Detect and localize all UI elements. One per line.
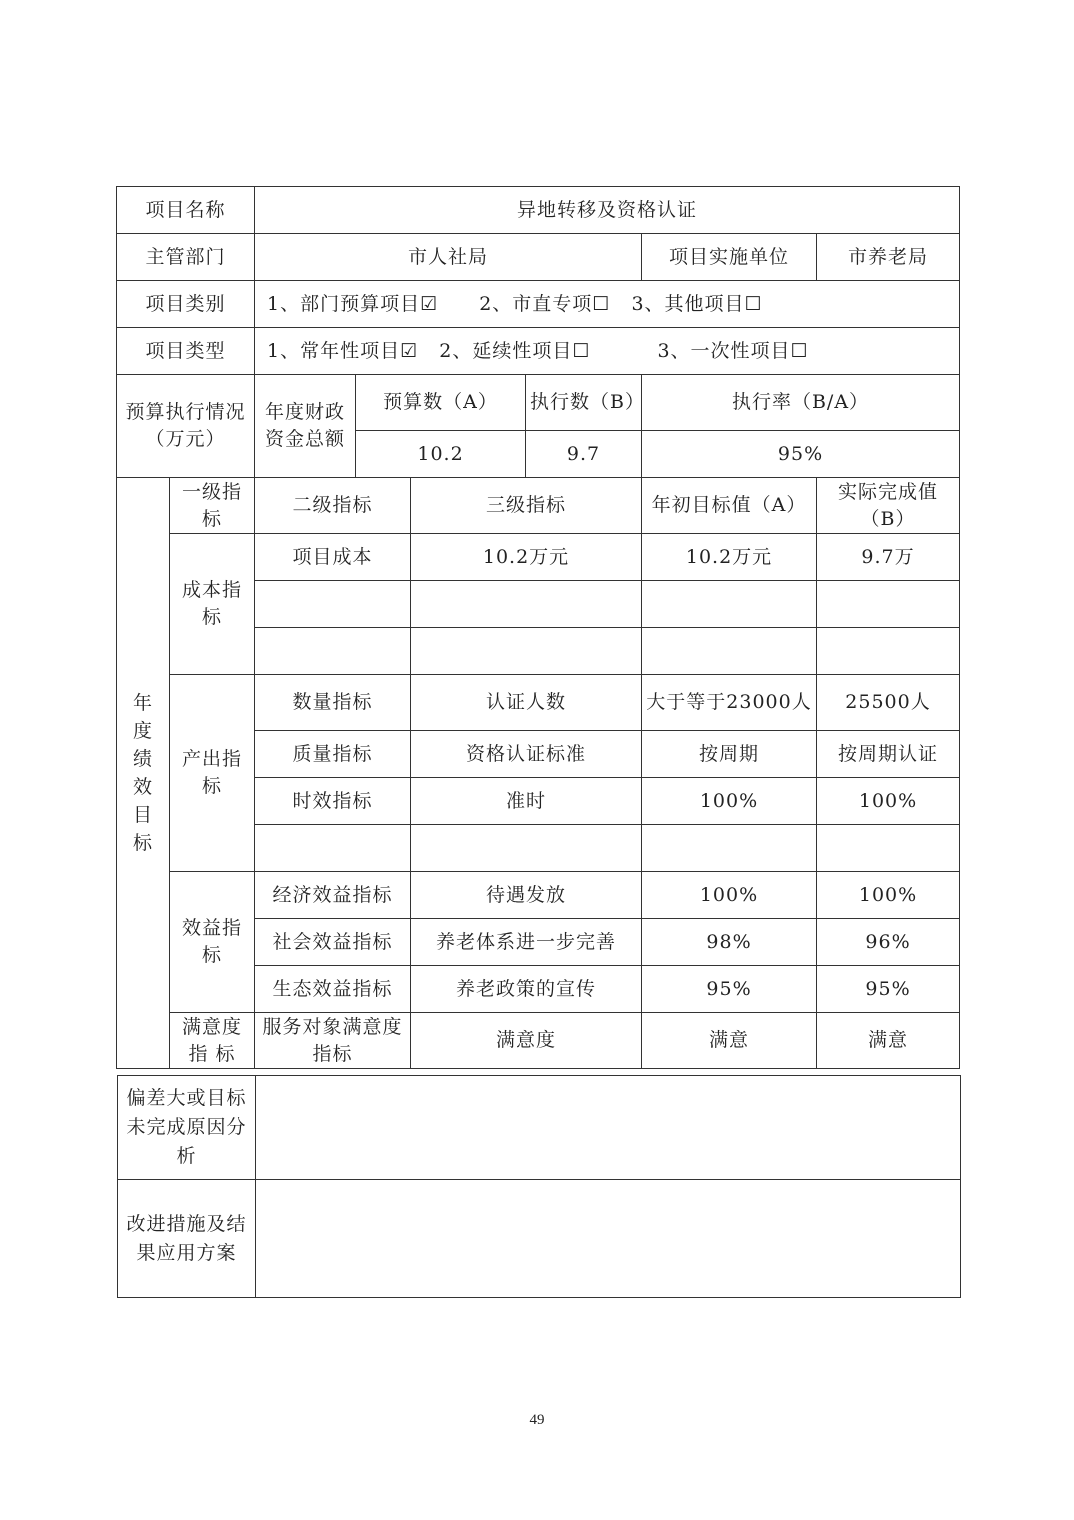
deviation-label: 偏差大或目标未完成原因分析 — [118, 1076, 256, 1180]
benefit-actual: 96% — [817, 919, 960, 966]
row-project-name — [117, 187, 960, 234]
improvement-label: 改进措施及结果应用方案 — [118, 1180, 256, 1298]
output-actual: 25500人 — [817, 675, 960, 731]
benefit-indicator-label: 效益指标 — [170, 872, 255, 1013]
row-category — [117, 281, 960, 328]
output-l2: 数量指标 — [255, 675, 411, 731]
row-type — [117, 328, 960, 375]
cost-l3: 10.2万元 — [411, 534, 642, 581]
output-l2: 时效指标 — [255, 778, 411, 825]
benefit-target: 98% — [642, 919, 817, 966]
category-label: 项目类别 — [117, 281, 255, 328]
impl-unit-value: 市养老局 — [817, 234, 960, 281]
empty-cell — [642, 825, 817, 872]
annual-targets-label — [117, 478, 170, 1069]
output-l2: 质量指标 — [255, 731, 411, 778]
satisfaction-indicator-label: 满意度指 标 — [170, 1013, 255, 1069]
row-improvement — [118, 1180, 961, 1298]
output-actual: 100% — [817, 778, 960, 825]
header-actual: 实际完成值（B） — [817, 478, 960, 534]
impl-unit-label: 项目实施单位 — [642, 234, 817, 281]
budget-col-b: 执行数（B） — [526, 375, 642, 431]
performance-table — [116, 186, 960, 1069]
satisfaction-target: 满意 — [642, 1013, 817, 1069]
satisfaction-actual: 满意 — [817, 1013, 960, 1069]
empty-cell — [411, 628, 642, 675]
budget-label: 预算执行情况（万元） — [117, 375, 255, 478]
empty-cell — [642, 628, 817, 675]
empty-cell — [255, 628, 411, 675]
type-option-3[interactable]: 3、一次性项目☐ — [657, 339, 809, 362]
budget-col-rate: 执行率（B/A） — [642, 375, 960, 431]
empty-cell — [411, 825, 642, 872]
category-option-3[interactable]: 3、其他项目☐ — [631, 292, 763, 315]
cost-l2: 项目成本 — [255, 534, 411, 581]
type-option-1[interactable]: 1、常年性项目☑ — [267, 339, 419, 362]
type-label: 项目类型 — [117, 328, 255, 375]
cost-indicator-label: 成本指标 — [170, 534, 255, 675]
row-target-headers — [117, 478, 960, 534]
empty-cell — [411, 581, 642, 628]
department-label: 主管部门 — [117, 234, 255, 281]
benefit-l3: 养老体系进一步完善 — [411, 919, 642, 966]
annual-targets-text: 年度绩效目标 — [133, 692, 154, 854]
table-row — [117, 1013, 960, 1069]
analysis-table — [117, 1075, 961, 1298]
budget-col-a: 预算数（A） — [356, 375, 526, 431]
type-options — [255, 328, 960, 375]
row-budget-header — [117, 375, 960, 431]
budget-b-value: 9.7 — [526, 431, 642, 478]
satisfaction-l2: 服务对象满意度指标 — [255, 1013, 411, 1069]
benefit-target: 95% — [642, 966, 817, 1013]
table-row — [117, 534, 960, 581]
empty-cell — [642, 581, 817, 628]
header-level3: 三级指标 — [411, 478, 642, 534]
project-name-label: 项目名称 — [117, 187, 255, 234]
budget-rate-value: 95% — [642, 431, 960, 478]
empty-cell — [817, 825, 960, 872]
output-indicator-label: 产出指标 — [170, 675, 255, 872]
empty-cell — [817, 628, 960, 675]
project-name-value: 异地转移及资格认证 — [255, 187, 960, 234]
benefit-actual: 100% — [817, 872, 960, 919]
cost-actual: 9.7万 — [817, 534, 960, 581]
category-option-1[interactable]: 1、部门预算项目☑ — [267, 292, 439, 315]
category-option-2[interactable]: 2、市直专项☐ — [479, 292, 611, 315]
type-option-2[interactable]: 2、延续性项目☐ — [439, 339, 591, 362]
benefit-l2: 经济效益指标 — [255, 872, 411, 919]
output-target: 按周期 — [642, 731, 817, 778]
header-level2: 二级指标 — [255, 478, 411, 534]
output-target: 100% — [642, 778, 817, 825]
department-value: 市人社局 — [255, 234, 642, 281]
empty-cell — [817, 581, 960, 628]
benefit-l2: 社会效益指标 — [255, 919, 411, 966]
table-row — [117, 675, 960, 731]
output-l3: 准时 — [411, 778, 642, 825]
empty-cell — [255, 581, 411, 628]
budget-a-value: 10.2 — [356, 431, 526, 478]
benefit-l3: 待遇发放 — [411, 872, 642, 919]
benefit-l3: 养老政策的宣传 — [411, 966, 642, 1013]
empty-cell — [255, 825, 411, 872]
output-target: 大于等于23000人 — [642, 675, 817, 731]
category-options — [255, 281, 960, 328]
cost-target: 10.2万元 — [642, 534, 817, 581]
fund-total-label: 年度财政资金总额 — [255, 375, 356, 478]
page-number: 49 — [529, 1412, 545, 1428]
improvement-value[interactable] — [256, 1180, 961, 1298]
table-row — [117, 872, 960, 919]
benefit-target: 100% — [642, 872, 817, 919]
header-level1: 一级指标 — [170, 478, 255, 534]
output-actual: 按周期认证 — [817, 731, 960, 778]
header-target: 年初目标值（A） — [642, 478, 817, 534]
output-l3: 资格认证标准 — [411, 731, 642, 778]
output-l3: 认证人数 — [411, 675, 642, 731]
satisfaction-l3: 满意度 — [411, 1013, 642, 1069]
row-deviation — [118, 1076, 961, 1180]
deviation-value[interactable] — [256, 1076, 961, 1180]
benefit-l2: 生态效益指标 — [255, 966, 411, 1013]
row-department — [117, 234, 960, 281]
benefit-actual: 95% — [817, 966, 960, 1013]
